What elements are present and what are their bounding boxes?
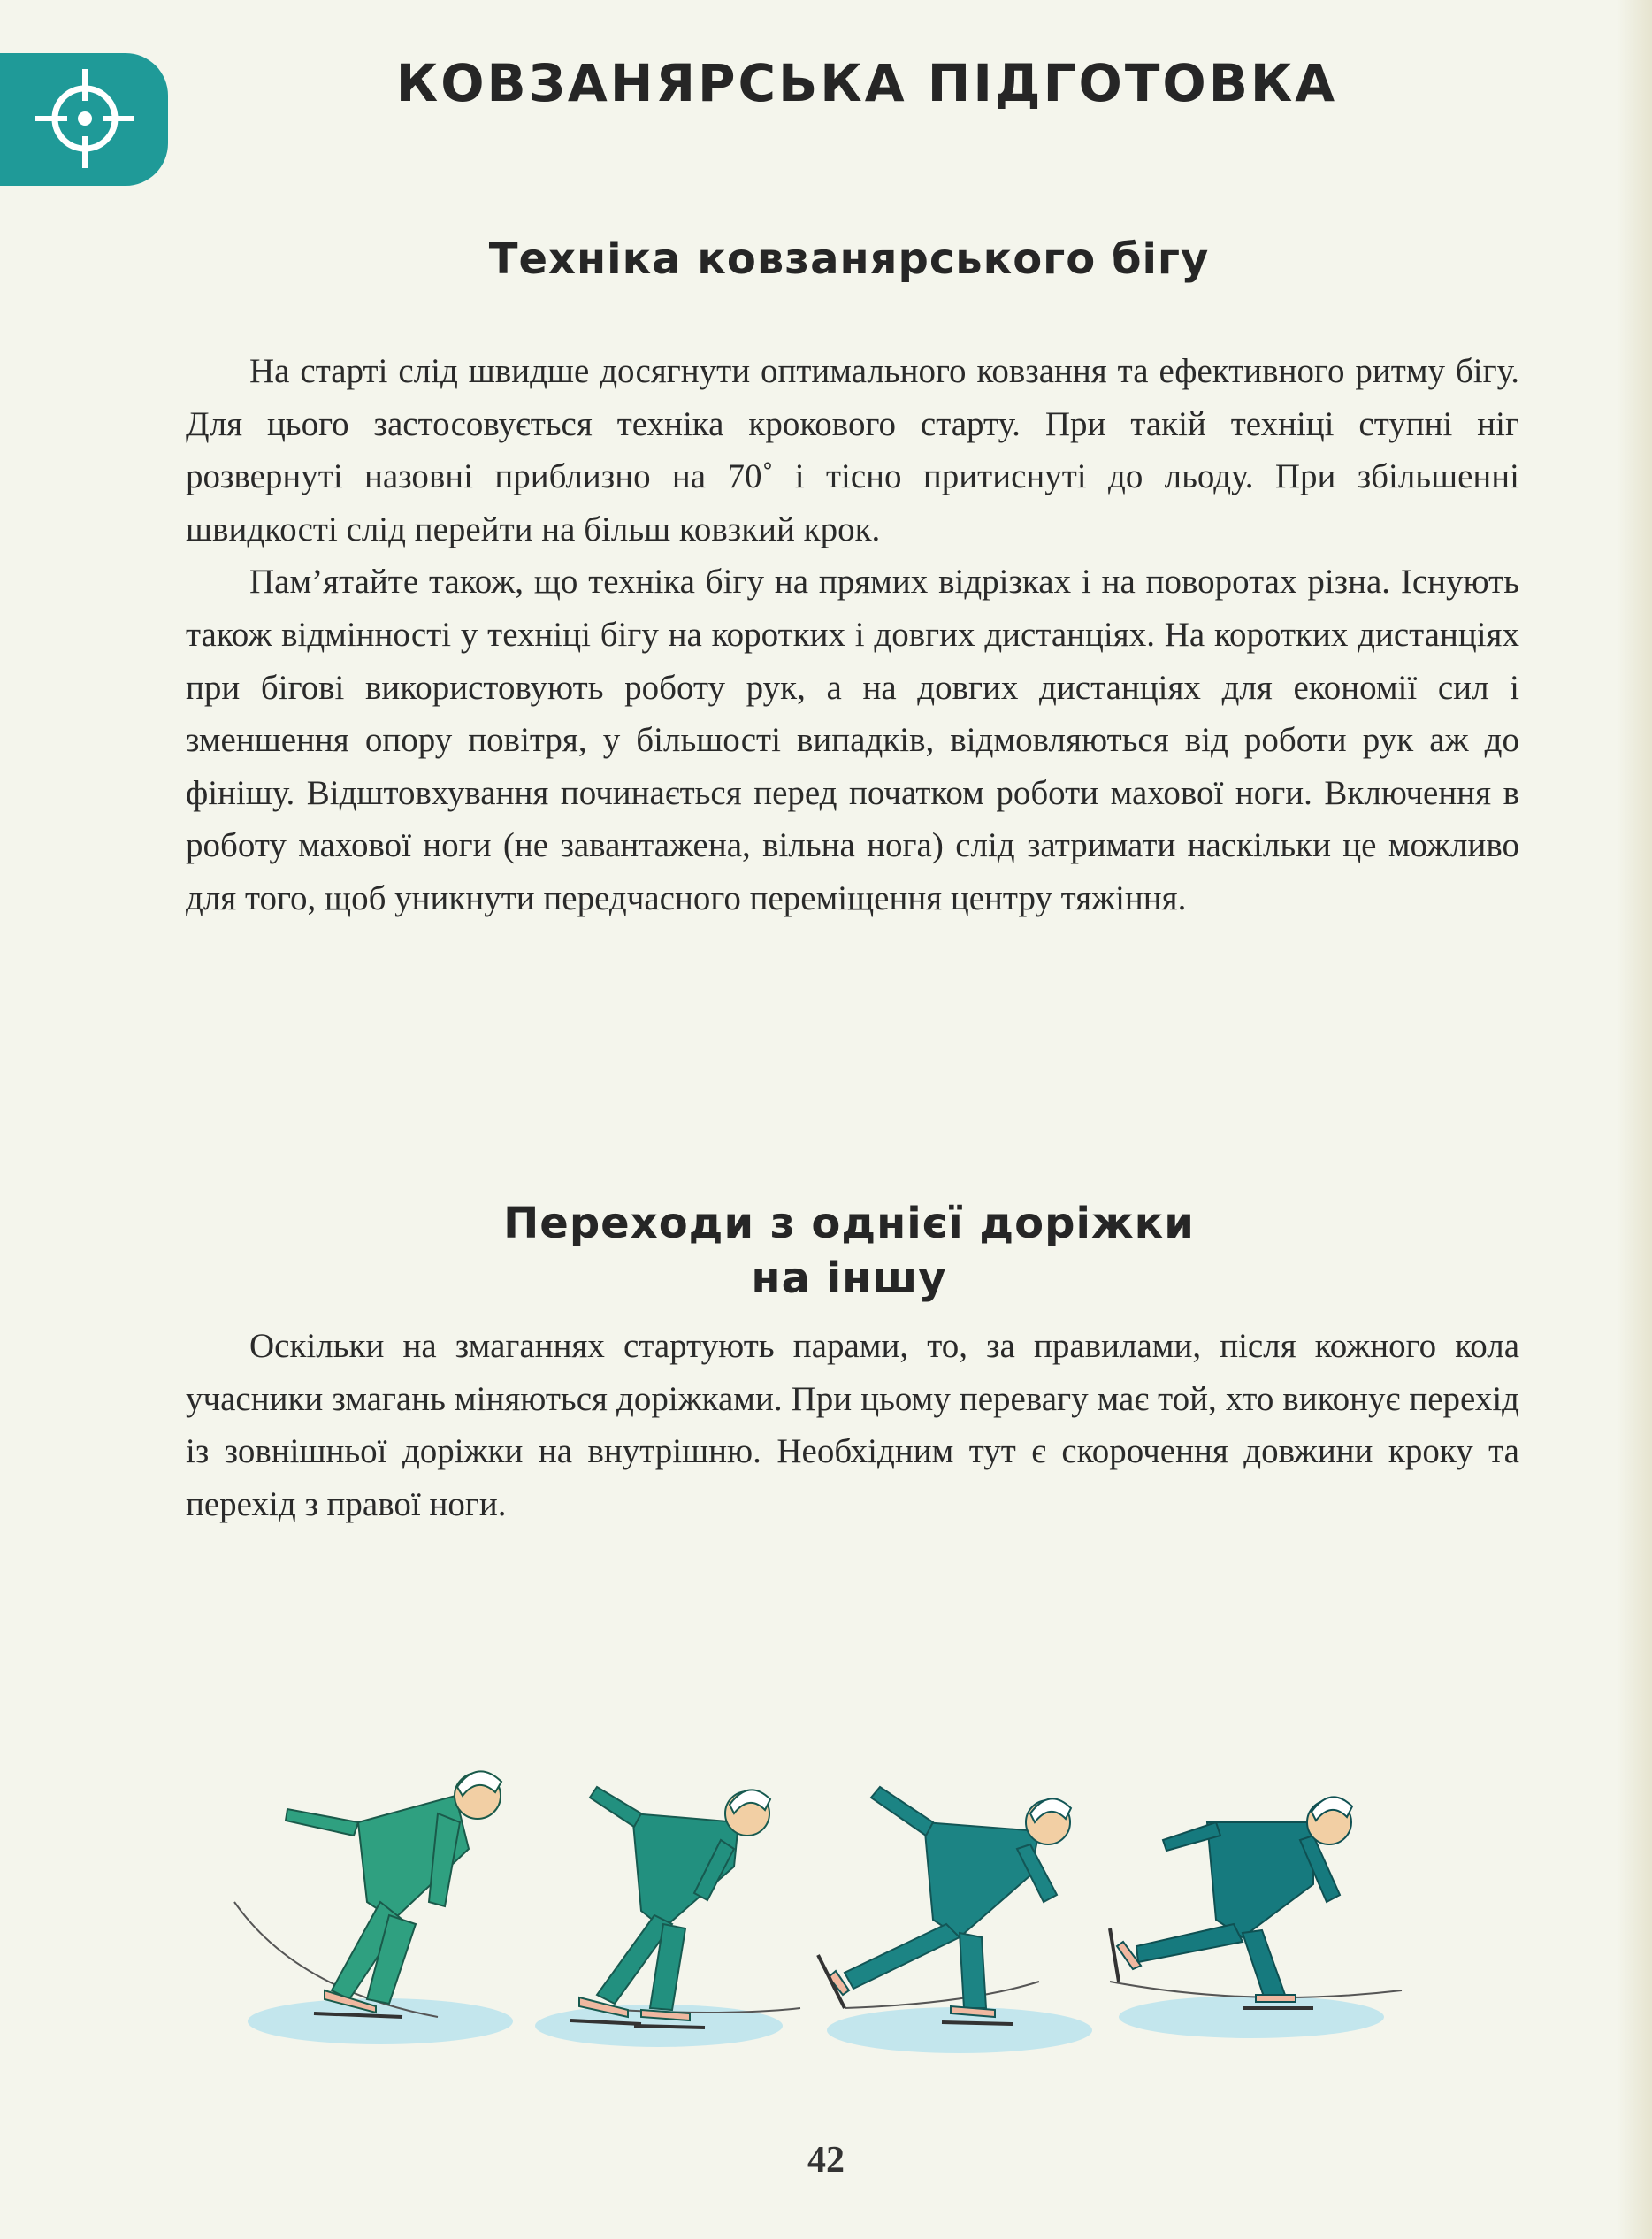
skater-figure: [570, 1787, 770, 2028]
crosshair-icon: [32, 65, 138, 172]
section-text-technique: [186, 345, 1519, 925]
lane-line: [845, 1982, 1039, 2008]
heading-line: Переходи з однієї доріжки: [503, 1199, 1195, 1248]
paragraph: На старті слід швидше досягнути оптимального ковзання та ефективного ритму бігу. Для цього застосовується техніка крокового старту. При такій техніці ступні ніг розвернуті назовні приблизно на 70˚ і тісно притиснуті до льоду. При збільшенні швидкості слід перейти на більш ковзкий крок.: [186, 352, 1519, 548]
skater-figure: [1110, 1797, 1352, 2008]
page-number: 42: [807, 2140, 845, 2181]
page-edge: [1617, 0, 1652, 2239]
skater-figure: [818, 1787, 1071, 2024]
page-title: КОВЗАНЯРСЬКА ПІДГОТОВКА: [395, 53, 1338, 113]
skating-sequence-illustration: [226, 1725, 1464, 2061]
section-heading-lane-change: [177, 1196, 1521, 1306]
section-tab: [0, 53, 168, 186]
section-text-lane-change: [186, 1320, 1519, 1530]
skater-figure: [286, 1771, 501, 2017]
paragraph: Оскільки на змаганнях стартують парами, то, за правилами, після кожного кола учасники змагань міняються доріжками. При цьому перевагу має той, хто виконує перехід із зовнішньої доріжки на внутрішню. Необхідним тут є скорочення довжини кроку та перехід з правої ноги.: [186, 1327, 1519, 1523]
ice-patch: [248, 1998, 513, 2044]
paragraph: Пам’ятайте також, що техніка бігу на прямих відрізках і на поворотах різна. Існують також відмінності у техніці бігу на коротких і довгих дистанціях. На коротких дистанціях при бігові використовують роботу рук, а на довгих дистанціях для економії сил і зменшення опору повітря, у більшості випадків, відмовляються від роботи рук аж до фінішу. Відштовхування починається перед початком роботи махової ноги. Включення в роботу махової ноги (не завантажена, вільна нога) слід затримати наскільки це можливо для того, щоб уникнути передчасного переміщення центру тяжіння.: [186, 563, 1519, 917]
heading-line: на іншу: [751, 1254, 947, 1303]
section-heading-technique: Техніка ковзанярського бігу: [488, 234, 1210, 284]
ice-patch: [1119, 1996, 1384, 2038]
